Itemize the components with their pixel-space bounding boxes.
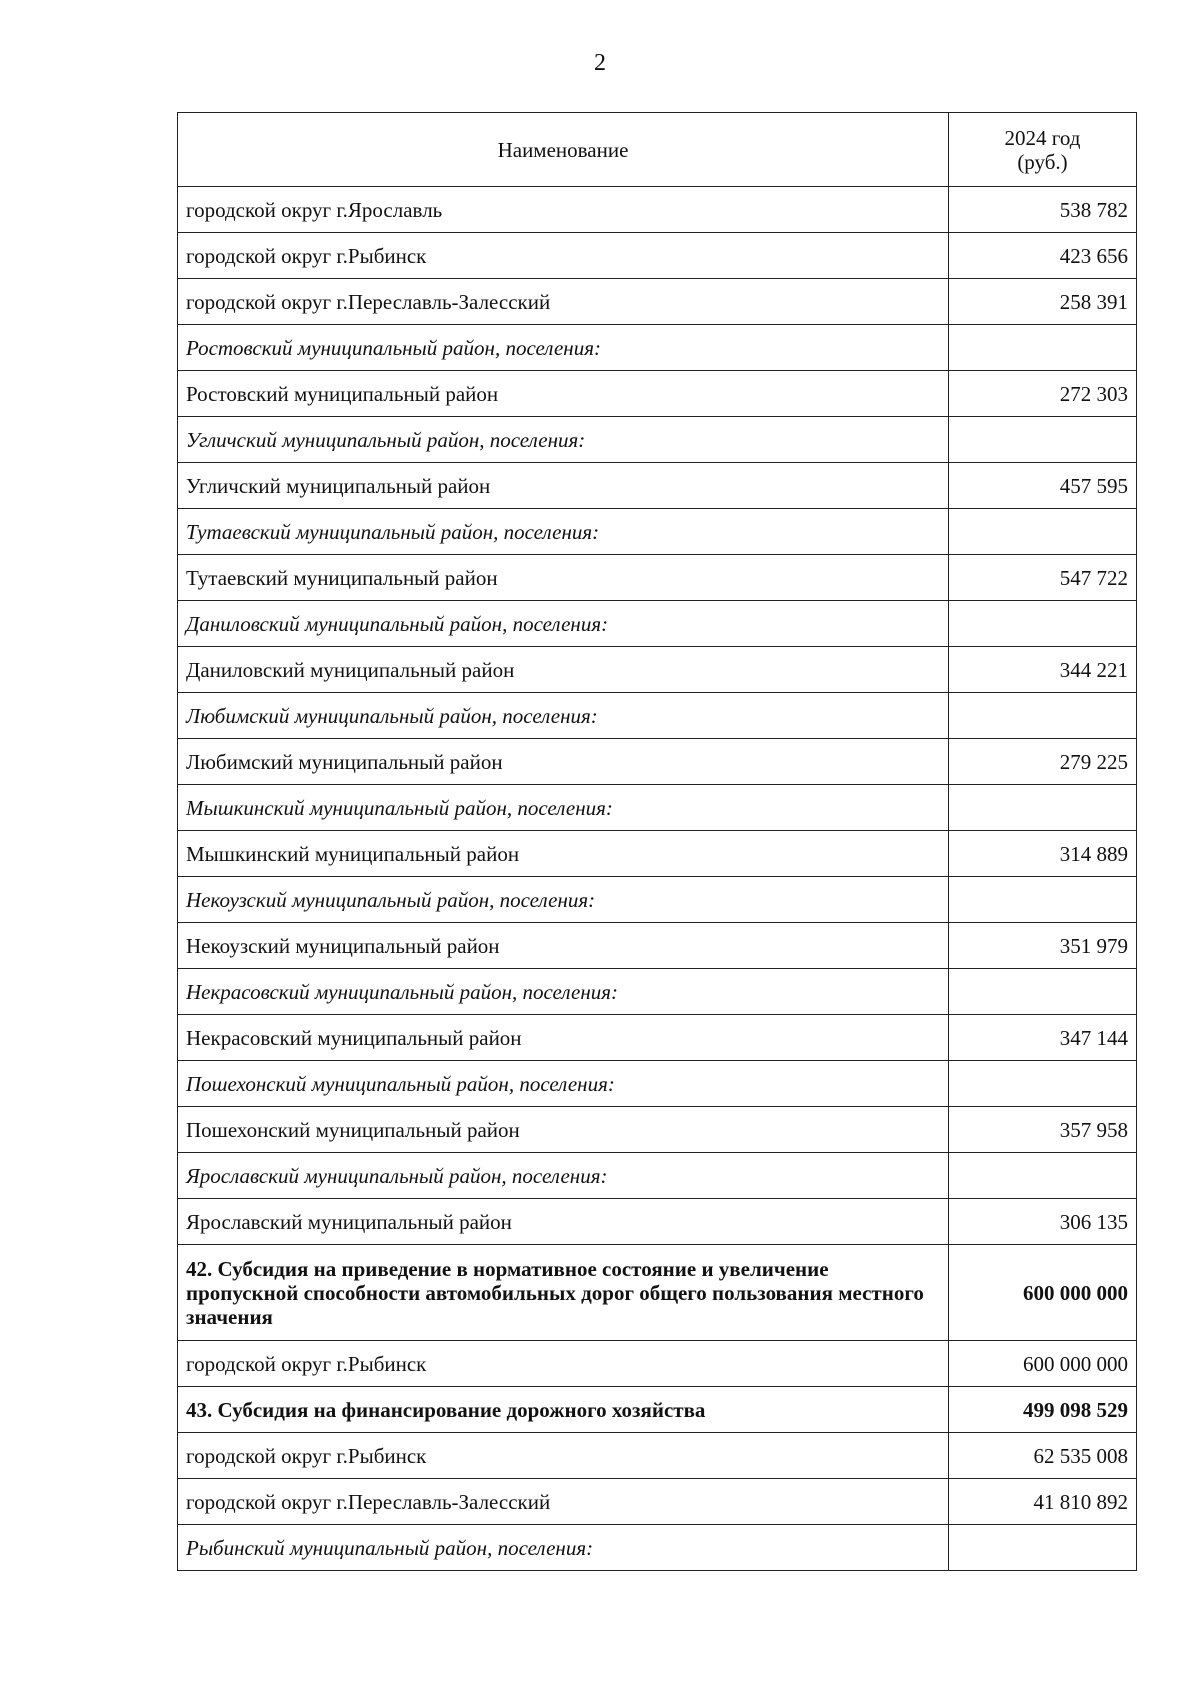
table-row: [178, 693, 1137, 739]
row-name: Любимский муниципальный район, поселения:: [178, 693, 949, 739]
table-row: [178, 463, 1137, 509]
row-name: Ростовский муниципальный район, поселения:: [178, 325, 949, 371]
row-name: Любимский муниципальный район: [178, 739, 949, 785]
table-row: [178, 1107, 1137, 1153]
table-row: [178, 187, 1137, 233]
row-value: [949, 509, 1137, 555]
row-value: 538 782: [949, 187, 1137, 233]
row-value: [949, 1061, 1137, 1107]
row-name: Ярославский муниципальный район: [178, 1199, 949, 1245]
row-value: 547 722: [949, 555, 1137, 601]
row-name: Некоузский муниципальный район: [178, 923, 949, 969]
table-row: [178, 1245, 1137, 1341]
table-row: [178, 555, 1137, 601]
page-number: 2: [594, 50, 606, 76]
table-row: [178, 233, 1137, 279]
table-row: [178, 1479, 1137, 1525]
row-name: городской округ г.Рыбинск: [178, 233, 949, 279]
row-name: Угличский муниципальный район, поселения:: [178, 417, 949, 463]
table-row: [178, 1387, 1137, 1433]
row-value: [949, 969, 1137, 1015]
row-value: 357 958: [949, 1107, 1137, 1153]
row-name: городской округ г.Переславль-Залесский: [178, 279, 949, 325]
row-name: Даниловский муниципальный район: [178, 647, 949, 693]
row-value: 62 535 008: [949, 1433, 1137, 1479]
row-name: Тутаевский муниципальный район, поселения:: [178, 509, 949, 555]
row-name: Некоузский муниципальный район, поселения:: [178, 877, 949, 923]
row-name: городской округ г.Переславль-Залесский: [178, 1479, 949, 1525]
row-value: 351 979: [949, 923, 1137, 969]
row-value: [949, 417, 1137, 463]
row-name: Мышкинский муниципальный район, поселения:: [178, 785, 949, 831]
table-row: [178, 325, 1137, 371]
table-row: [178, 509, 1137, 555]
row-value: 41 810 892: [949, 1479, 1137, 1525]
header-name: Наименование: [178, 113, 949, 187]
table-row: [178, 1341, 1137, 1387]
row-value: [949, 325, 1137, 371]
row-value: 306 135: [949, 1199, 1137, 1245]
header-year: [949, 113, 1137, 187]
table-row: [178, 877, 1137, 923]
row-value: [949, 601, 1137, 647]
table-row: [178, 371, 1137, 417]
row-value: 499 098 529: [949, 1387, 1137, 1433]
row-value: [949, 1153, 1137, 1199]
subsidy-table: [177, 112, 1137, 1571]
row-name: Ярославский муниципальный район, поселения:: [178, 1153, 949, 1199]
row-name: Пошехонский муниципальный район: [178, 1107, 949, 1153]
row-value: 258 391: [949, 279, 1137, 325]
row-name: Тутаевский муниципальный район: [178, 555, 949, 601]
row-name: городской округ г.Рыбинск: [178, 1341, 949, 1387]
row-value: [949, 693, 1137, 739]
table-row: [178, 1525, 1137, 1571]
table-row: [178, 1061, 1137, 1107]
row-name: городской округ г.Ярославль: [178, 187, 949, 233]
row-name: 42. Субсидия на приведение в нормативное состояние и увеличение пропускной способности автомобильных дорог общего пользования местного значения: [178, 1245, 949, 1341]
row-value: 600 000 000: [949, 1341, 1137, 1387]
table-row: [178, 647, 1137, 693]
table-row: [178, 831, 1137, 877]
row-value: 457 595: [949, 463, 1137, 509]
row-name: городской округ г.Рыбинск: [178, 1433, 949, 1479]
row-name: Некрасовский муниципальный район: [178, 1015, 949, 1061]
table-row: [178, 1433, 1137, 1479]
table-body: [178, 187, 1137, 1571]
table-header-row: [178, 113, 1137, 187]
row-name: Мышкинский муниципальный район: [178, 831, 949, 877]
row-value: 347 144: [949, 1015, 1137, 1061]
row-name: 43. Субсидия на финансирование дорожного хозяйства: [178, 1387, 949, 1433]
row-value: [949, 785, 1137, 831]
table-row: [178, 923, 1137, 969]
row-value: 344 221: [949, 647, 1137, 693]
table-row: [178, 417, 1137, 463]
row-name: Пошехонский муниципальный район, поселения:: [178, 1061, 949, 1107]
table-row: [178, 601, 1137, 647]
table-row: [178, 279, 1137, 325]
table-row: [178, 785, 1137, 831]
row-value: [949, 1525, 1137, 1571]
row-name: Угличский муниципальный район: [178, 463, 949, 509]
row-value: [949, 877, 1137, 923]
header-year-line2: (руб.): [1017, 149, 1068, 174]
row-name: Ростовский муниципальный район: [178, 371, 949, 417]
header-year-line1: 2024 год: [1004, 125, 1081, 150]
row-value: 279 225: [949, 739, 1137, 785]
table-row: [178, 1153, 1137, 1199]
table-row: [178, 1199, 1137, 1245]
table-row: [178, 1015, 1137, 1061]
row-value: 423 656: [949, 233, 1137, 279]
row-name: Даниловский муниципальный район, поселения:: [178, 601, 949, 647]
row-value: 272 303: [949, 371, 1137, 417]
table-row: [178, 969, 1137, 1015]
row-value: 314 889: [949, 831, 1137, 877]
row-name: Рыбинский муниципальный район, поселения:: [178, 1525, 949, 1571]
row-value: 600 000 000: [949, 1245, 1137, 1341]
row-name: Некрасовский муниципальный район, поселения:: [178, 969, 949, 1015]
table-row: [178, 739, 1137, 785]
